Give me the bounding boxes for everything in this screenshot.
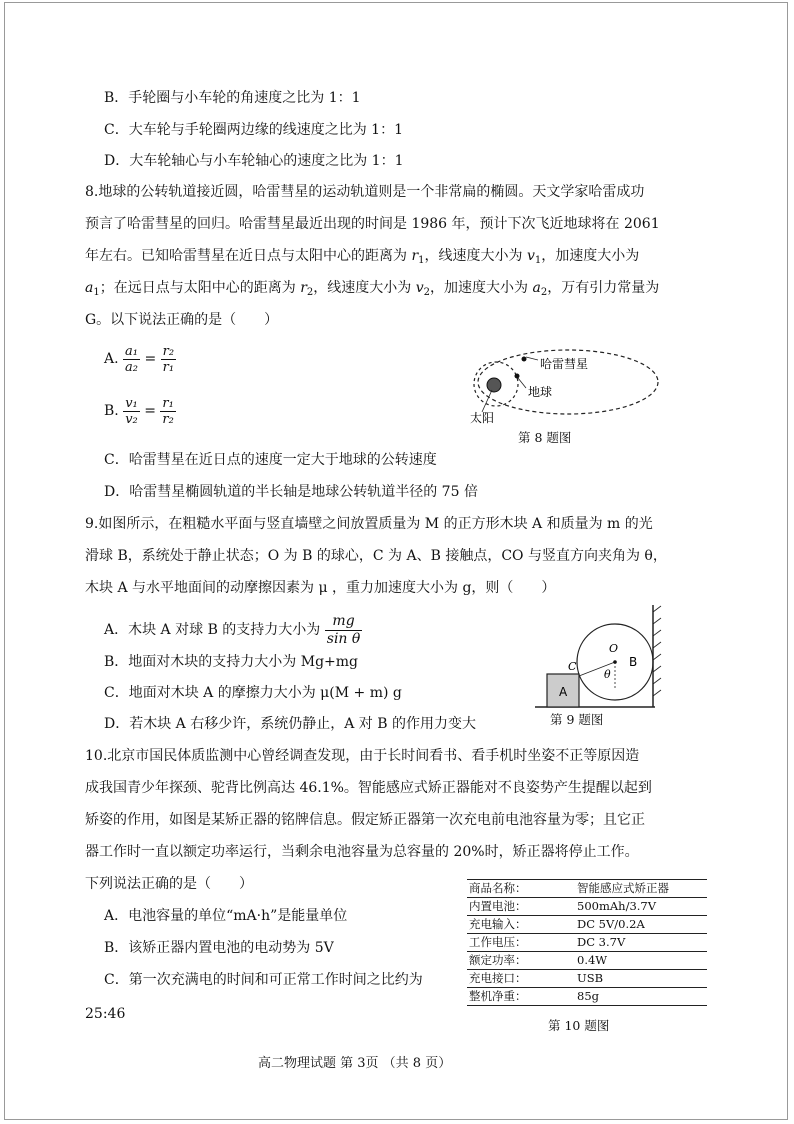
q10-table-caption: 第 10 题图 — [548, 1018, 610, 1033]
sun-dot — [487, 378, 501, 392]
earth-dot — [515, 374, 520, 379]
q10-option-c: C．第一次充满电的时间和可正常工作时间之比约为 — [104, 972, 423, 988]
table-row — [467, 880, 707, 898]
q8-stem-line3: 年左右。已知哈雷彗星在近日点与太阳中心的距离为 $r_1$，线速度大小为 $v_1$，加速度大小为 — [85, 248, 640, 266]
q10-stem-line4: 器工作时一直以额定功率运行，当剩余电池容量为总容量的 20%时，矫正器将停止工作。 — [85, 844, 639, 860]
label-sun: 太阳 — [470, 411, 495, 425]
q9-stem-line2: 滑球 B，系统处于静止状态；O 为 B 的球心，C 为 A、B 接触点，CO 与竖直方向夹角为 θ， — [85, 548, 667, 564]
table-value-cell: 500mAh/3.7V — [575, 898, 707, 916]
q10-stem-line3: 矫姿的作用，如图是某矫正器的铭牌信息。假定矫正器第一次充电前电池容量为零；且它正 — [85, 812, 645, 828]
q8-option-a: A. $\frac{\text{a₁}}{\text{a₂}}$ = $\frac{\text{r₂}}{\text{r₁}}$ — [104, 343, 175, 375]
q10-stem-line5: 下列说法正确的是（ ） — [85, 876, 253, 892]
table-key-cell: 工作电压： — [467, 934, 575, 952]
q10-stem-line1: 10.北京市国民体质监测中心曾经调查发现，由于长时间看书、看手机时坐姿不正等原因造 — [85, 748, 640, 764]
table-row — [467, 916, 707, 934]
q10-option-a: A．电池容量的单位“mA·h”是能量单位 — [104, 908, 348, 924]
table-value-cell: USB — [575, 970, 707, 988]
nameplate-table — [467, 879, 707, 1006]
q9-option-a: A．木块 A 对球 B 的支持力大小为 $\frac{mg}{\text{sin θ}}$ — [104, 612, 361, 647]
q10-option-c-value: 25:46 — [85, 1006, 126, 1022]
table-value-cell: 智能感应式矫正器 — [575, 880, 707, 898]
q7-option-d: D．大车轮轴心与小车轮轴心的速度之比为 1：1 — [104, 153, 404, 169]
q7-option-b: B．手轮圈与小车轮的角速度之比为 1：1 — [104, 90, 361, 106]
label-o: O — [609, 642, 619, 655]
q9-option-d: D．若木块 A 右移少许，系统仍静止，A 对 B 的作用力变大 — [104, 716, 476, 732]
q9-block-ball-figure — [535, 600, 665, 715]
q8-stem-line4: $a_1$；在远日点与太阳中心的距离为 $r_2$，线速度大小为 $v_2$，加速度大小为 $a_2$，万有引力常量为 — [85, 280, 660, 298]
table-value-cell: DC 3.7V — [575, 934, 707, 952]
q8-option-b: B. $\frac{\text{v₁}}{\text{v₂}}$ = $\frac{\text{r₁}}{\text{r₂}}$ — [104, 395, 174, 427]
label-theta: θ — [604, 668, 611, 681]
label-earth: 地球 — [528, 385, 553, 399]
q8-stem-line5: G。以下说法正确的是（ ） — [85, 312, 279, 328]
table-row — [467, 934, 707, 952]
q9-option-b: B．地面对木块的支持力大小为 Mg+mg — [104, 654, 359, 670]
q9-figure-caption: 第 9 题图 — [550, 712, 604, 727]
q9-stem-line1: 9.如图所示，在粗糙水平面与竖直墙壁之间放置质量为 M 的正方形木块 A 和质量为 m 的光 — [85, 516, 653, 532]
q8-option-d: D．哈雷彗星椭圆轨道的半长轴是地球公转轨道半径的 75 倍 — [104, 484, 478, 500]
q10-stem-line2: 成我国青少年探颈、驼背比例高达 46.1%。智能感应式矫正器能对不良姿势产生提醒以起到 — [85, 780, 652, 796]
q9-stem-line3: 木块 A 与水平地面间的动摩擦因素为 μ ，重力加速度大小为 g，则（ ） — [85, 580, 556, 596]
q10-option-b: B．该矫正器内置电池的电动势为 5V — [104, 940, 334, 956]
q7-option-c: C．大车轮与手轮圈两边缘的线速度之比为 1：1 — [104, 122, 403, 138]
table-key-cell: 充电输入： — [467, 916, 575, 934]
label-halley: 哈雷彗星 — [540, 357, 589, 371]
label-b: B — [629, 655, 638, 669]
q8-stem-line1: 8.地球的公转轨道接近圆，哈雷彗星的运动轨道则是一个非常扁的椭圆。天文学家哈雷成功 — [85, 184, 645, 200]
label-c: C — [568, 660, 577, 673]
q8-option-c: C．哈雷彗星在近日点的速度一定大于地球的公转速度 — [104, 452, 437, 468]
table-key-cell: 整机净重： — [467, 988, 575, 1006]
table-key-cell: 额定功率： — [467, 952, 575, 970]
halley-dot — [522, 357, 527, 362]
q9-option-c: C．地面对木块 A 的摩擦力大小为 μ(M + m) g — [104, 685, 402, 701]
q8-figure-caption: 第 8 题图 — [518, 430, 572, 445]
table-row — [467, 970, 707, 988]
table-value-cell: 0.4W — [575, 952, 707, 970]
table-row — [467, 988, 707, 1006]
q8-stem-line2: 预言了哈雷彗星的回归。哈雷彗星最近出现的时间是 1986 年，预计下次飞近地球将在 2061 — [85, 216, 660, 232]
page-footer: 高二物理试题 第 3页 （共 8 页） — [258, 1056, 452, 1071]
table-key-cell: 内置电池： — [467, 898, 575, 916]
table-value-cell: DC 5V/0.2A — [575, 916, 707, 934]
table-key-cell: 充电接口： — [467, 970, 575, 988]
label-a: A — [559, 685, 568, 699]
table-row — [467, 898, 707, 916]
table-row — [467, 952, 707, 970]
table-key-cell: 商品名称： — [467, 880, 575, 898]
table-value-cell: 85g — [575, 988, 707, 1006]
